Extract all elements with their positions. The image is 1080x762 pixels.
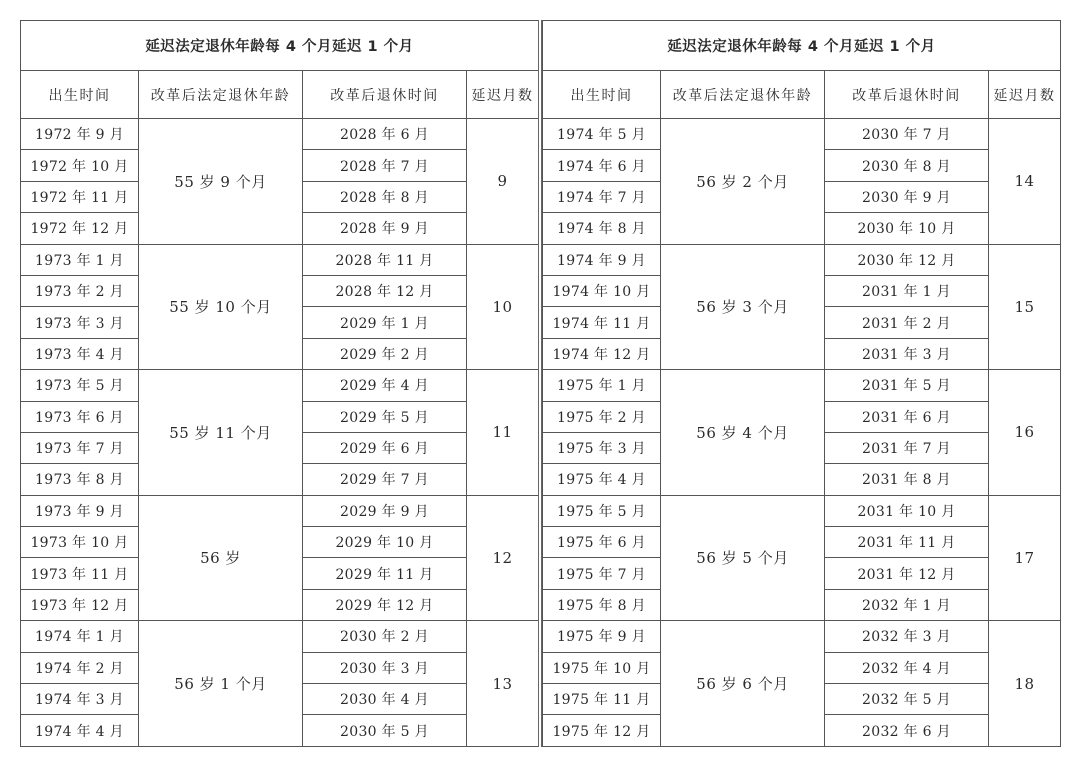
header-retirement-time: 改革后退休时间 bbox=[825, 71, 989, 119]
header-birth-time: 出生时间 bbox=[543, 71, 661, 119]
retirement-table-left bbox=[20, 20, 539, 747]
retirement-time-cell: 2029 年 11 月 bbox=[303, 558, 467, 589]
retirement-time-cell: 2028 年 8 月 bbox=[303, 181, 467, 212]
birth-time-cell: 1973 年 11 月 bbox=[21, 558, 139, 589]
retirement-time-cell: 2028 年 12 月 bbox=[303, 275, 467, 306]
retirement-time-cell: 2031 年 7 月 bbox=[825, 432, 989, 463]
retirement-age-cell: 56 岁 2 个月 bbox=[661, 119, 825, 245]
retirement-table-right bbox=[542, 20, 1061, 747]
birth-time-cell: 1972 年 12 月 bbox=[21, 213, 139, 244]
retirement-time-cell: 2029 年 1 月 bbox=[303, 307, 467, 338]
retirement-time-cell: 2030 年 3 月 bbox=[303, 652, 467, 683]
header-retirement-age: 改革后法定退休年龄 bbox=[139, 71, 303, 119]
retirement-time-cell: 2028 年 7 月 bbox=[303, 150, 467, 181]
header-delay-months: 延迟月数 bbox=[467, 71, 539, 119]
birth-time-cell: 1972 年 9 月 bbox=[21, 119, 139, 150]
retirement-time-cell: 2030 年 10 月 bbox=[825, 213, 989, 244]
retirement-time-cell: 2030 年 4 月 bbox=[303, 684, 467, 715]
table-row bbox=[21, 495, 539, 526]
birth-time-cell: 1975 年 6 月 bbox=[543, 527, 661, 558]
retirement-time-cell: 2029 年 7 月 bbox=[303, 464, 467, 495]
birth-time-cell: 1975 年 9 月 bbox=[543, 621, 661, 652]
birth-time-cell: 1973 年 9 月 bbox=[21, 495, 139, 526]
retirement-age-cell: 56 岁 bbox=[139, 495, 303, 621]
retirement-time-cell: 2031 年 10 月 bbox=[825, 495, 989, 526]
retirement-time-cell: 2031 年 3 月 bbox=[825, 338, 989, 369]
table-row bbox=[543, 621, 1061, 652]
retirement-time-cell: 2029 年 5 月 bbox=[303, 401, 467, 432]
retirement-age-cell: 56 岁 3 个月 bbox=[661, 244, 825, 370]
birth-time-cell: 1973 年 4 月 bbox=[21, 338, 139, 369]
table-row bbox=[21, 370, 539, 401]
retirement-age-cell: 55 岁 11 个月 bbox=[139, 370, 303, 496]
birth-time-cell: 1973 年 2 月 bbox=[21, 275, 139, 306]
retirement-time-cell: 2030 年 2 月 bbox=[303, 621, 467, 652]
birth-time-cell: 1973 年 6 月 bbox=[21, 401, 139, 432]
birth-time-cell: 1975 年 7 月 bbox=[543, 558, 661, 589]
retirement-time-cell: 2029 年 4 月 bbox=[303, 370, 467, 401]
delay-months-cell: 14 bbox=[989, 119, 1061, 245]
retirement-time-cell: 2030 年 7 月 bbox=[825, 119, 989, 150]
table-row bbox=[543, 119, 1061, 150]
retirement-time-cell: 2030 年 12 月 bbox=[825, 244, 989, 275]
delay-months-cell: 18 bbox=[989, 621, 1061, 747]
retirement-time-cell: 2030 年 8 月 bbox=[825, 150, 989, 181]
delay-months-cell: 11 bbox=[467, 370, 539, 496]
retirement-time-cell: 2031 年 11 月 bbox=[825, 527, 989, 558]
birth-time-cell: 1973 年 7 月 bbox=[21, 432, 139, 463]
table-title: 延迟法定退休年龄每 4 个月延迟 1 个月 bbox=[543, 21, 1061, 71]
retirement-age-cell: 55 岁 10 个月 bbox=[139, 244, 303, 370]
birth-time-cell: 1974 年 2 月 bbox=[21, 652, 139, 683]
delay-months-cell: 15 bbox=[989, 244, 1061, 370]
birth-time-cell: 1975 年 4 月 bbox=[543, 464, 661, 495]
table-row bbox=[543, 244, 1061, 275]
retirement-time-cell: 2031 年 5 月 bbox=[825, 370, 989, 401]
delay-months-cell: 12 bbox=[467, 495, 539, 621]
retirement-age-cell: 56 岁 1 个月 bbox=[139, 621, 303, 747]
birth-time-cell: 1974 年 1 月 bbox=[21, 621, 139, 652]
birth-time-cell: 1974 年 3 月 bbox=[21, 684, 139, 715]
birth-time-cell: 1975 年 10 月 bbox=[543, 652, 661, 683]
table-row bbox=[543, 370, 1061, 401]
birth-time-cell: 1975 年 3 月 bbox=[543, 432, 661, 463]
birth-time-cell: 1975 年 12 月 bbox=[543, 715, 661, 746]
birth-time-cell: 1975 年 5 月 bbox=[543, 495, 661, 526]
retirement-time-cell: 2030 年 9 月 bbox=[825, 181, 989, 212]
header-retirement-time: 改革后退休时间 bbox=[303, 71, 467, 119]
delay-months-cell: 9 bbox=[467, 119, 539, 245]
birth-time-cell: 1973 年 8 月 bbox=[21, 464, 139, 495]
retirement-time-cell: 2032 年 6 月 bbox=[825, 715, 989, 746]
retirement-age-cell: 56 岁 5 个月 bbox=[661, 495, 825, 621]
birth-time-cell: 1975 年 11 月 bbox=[543, 684, 661, 715]
retirement-time-cell: 2031 年 6 月 bbox=[825, 401, 989, 432]
retirement-time-cell: 2028 年 11 月 bbox=[303, 244, 467, 275]
birth-time-cell: 1973 年 10 月 bbox=[21, 527, 139, 558]
birth-time-cell: 1974 年 5 月 bbox=[543, 119, 661, 150]
retirement-time-cell: 2032 年 3 月 bbox=[825, 621, 989, 652]
table-row bbox=[21, 119, 539, 150]
birth-time-cell: 1974 年 11 月 bbox=[543, 307, 661, 338]
retirement-time-cell: 2029 年 10 月 bbox=[303, 527, 467, 558]
header-retirement-age: 改革后法定退休年龄 bbox=[661, 71, 825, 119]
retirement-time-cell: 2028 年 9 月 bbox=[303, 213, 467, 244]
birth-time-cell: 1972 年 10 月 bbox=[21, 150, 139, 181]
birth-time-cell: 1974 年 10 月 bbox=[543, 275, 661, 306]
retirement-time-cell: 2032 年 4 月 bbox=[825, 652, 989, 683]
birth-time-cell: 1974 年 7 月 bbox=[543, 181, 661, 212]
retirement-time-cell: 2031 年 8 月 bbox=[825, 464, 989, 495]
delay-months-cell: 16 bbox=[989, 370, 1061, 496]
retirement-time-cell: 2029 年 6 月 bbox=[303, 432, 467, 463]
birth-time-cell: 1975 年 1 月 bbox=[543, 370, 661, 401]
retirement-age-cell: 56 岁 4 个月 bbox=[661, 370, 825, 496]
birth-time-cell: 1973 年 12 月 bbox=[21, 589, 139, 620]
retirement-time-cell: 2030 年 5 月 bbox=[303, 715, 467, 746]
delay-months-cell: 13 bbox=[467, 621, 539, 747]
header-delay-months: 延迟月数 bbox=[989, 71, 1061, 119]
birth-time-cell: 1973 年 5 月 bbox=[21, 370, 139, 401]
birth-time-cell: 1974 年 6 月 bbox=[543, 150, 661, 181]
retirement-time-cell: 2032 年 5 月 bbox=[825, 684, 989, 715]
table-row bbox=[543, 495, 1061, 526]
birth-time-cell: 1974 年 8 月 bbox=[543, 213, 661, 244]
birth-time-cell: 1974 年 4 月 bbox=[21, 715, 139, 746]
retirement-time-cell: 2029 年 12 月 bbox=[303, 589, 467, 620]
birth-time-cell: 1975 年 2 月 bbox=[543, 401, 661, 432]
table-title: 延迟法定退休年龄每 4 个月延迟 1 个月 bbox=[21, 21, 539, 71]
birth-time-cell: 1973 年 3 月 bbox=[21, 307, 139, 338]
retirement-age-cell: 55 岁 9 个月 bbox=[139, 119, 303, 245]
retirement-time-cell: 2032 年 1 月 bbox=[825, 589, 989, 620]
table-row bbox=[21, 244, 539, 275]
table-row bbox=[21, 621, 539, 652]
header-birth-time: 出生时间 bbox=[21, 71, 139, 119]
retirement-time-cell: 2029 年 9 月 bbox=[303, 495, 467, 526]
birth-time-cell: 1974 年 12 月 bbox=[543, 338, 661, 369]
birth-time-cell: 1973 年 1 月 bbox=[21, 244, 139, 275]
retirement-time-cell: 2031 年 12 月 bbox=[825, 558, 989, 589]
birth-time-cell: 1974 年 9 月 bbox=[543, 244, 661, 275]
delay-months-cell: 10 bbox=[467, 244, 539, 370]
birth-time-cell: 1975 年 8 月 bbox=[543, 589, 661, 620]
retirement-time-cell: 2031 年 1 月 bbox=[825, 275, 989, 306]
delay-months-cell: 17 bbox=[989, 495, 1061, 621]
birth-time-cell: 1972 年 11 月 bbox=[21, 181, 139, 212]
retirement-age-cell: 56 岁 6 个月 bbox=[661, 621, 825, 747]
retirement-time-cell: 2029 年 2 月 bbox=[303, 338, 467, 369]
retirement-time-cell: 2031 年 2 月 bbox=[825, 307, 989, 338]
retirement-time-cell: 2028 年 6 月 bbox=[303, 119, 467, 150]
